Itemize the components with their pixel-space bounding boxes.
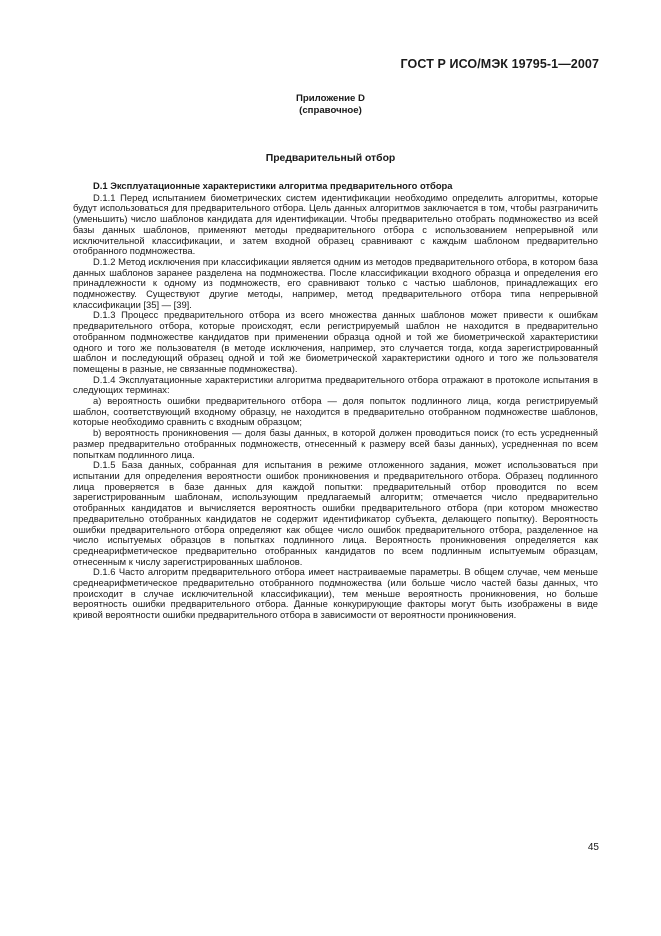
document-standard-header: ГОСТ Р ИСО/МЭК 19795-1—2007 xyxy=(400,57,599,71)
list-item-a: a) вероятность ошибки предварительного отбора — доля попыток подлинного лица, когда регистрируемый шаблон, соответствующий входному образцу, не находится в предварительно отобранном подмножестве шаблонов, которые необходимо сравнить с входным образцом; xyxy=(73,395,598,428)
paragraph-d-1-1: D.1.1 Перед испытанием биометрических систем идентификации необходимо определить алгоритмы, которые будут использоваться для предварительного отбора. Цель данных алгоритмов заключается в том, чтобы разграничить (уменьшить) число шаблонов кандидата для идентификации. Чтобы предварительно отобрать подмножество из всей базы данных шаблонов, применяют методы предварительного отбора с использованием непрерывной или исключительной классификации, и затем входной образец сравнивают с каждым шаблоном предварительно отобранного подмножества. xyxy=(73,191,598,257)
appendix-heading xyxy=(0,93,661,117)
document-body xyxy=(73,181,598,621)
paragraph-d-1-5: D.1.5 База данных, собранная для испытания в режиме отложенного задания, может использоваться при испытании для определения вероятности ошибок проникновения и предварительного отбора. Образец подлинного лица проверяется в базе данных для каждой попытки: предварительный отбор проводится по всем зарегистрированным шаблонам, использующим предлагаемый алгоритм; отмечается число предварительно отобранных кандидатов и вычисляется вероятность ошибки предварительного отбора (при котором множество предварительно отобранных кандидатов не содержит идентификатор субъекта, делающего попытку). Вероятность ошибки предварительного отбора определяют как общее число ошибок предварительного отбора, разделенное на число испытуемых образцов в попытках подлинного лица. Вероятность проникновения определяется как среднеарифметическое предварительно отобранных кандидатов по всем подлинным испытуемым образцам, отнесенным к числу зарегистрированных шаблонов. xyxy=(73,459,598,567)
paragraph-d-1-4: D.1.4 Эксплуатационные характеристики алгоритма предварительного отбора отражают в протоколе испытания в следующих терминах: xyxy=(73,373,598,396)
appendix-title: Приложение D xyxy=(296,93,365,104)
page-number: 45 xyxy=(587,842,599,853)
paragraph-d-1-6: D.1.6 Часто алгоритм предварительного отбора имеет настраиваемые параметры. В общем случае, чем меньше среднеарифметическое предварительно отобранного подмножества (или больше число частей базы данных, что происходит в случае исключительной классификации), тем меньше вероятность проникновения, но больше вероятность ошибки предварительного отбора. Данные конкурирующие факторы могут быть изображены в виде кривой вероятности ошибки предварительного отбора в зависимости от вероятности проникновения. xyxy=(73,566,598,621)
section-title: Предварительный отбор xyxy=(265,153,396,164)
appendix-subtitle: (справочное) xyxy=(299,105,362,116)
paragraph-d-1-2: D.1.2 Метод исключения при классификации является одним из методов предварительного отбора, в котором база данных шаблонов заранее разделена на подмножества. После классификации входного образца и определения его принадлежности к одному из подмножеств, его сравнивают только с частью шаблонов, принадлежащих его подмножеству. Существуют другие методы, например, метод предварительного отбора типа непрерывной классификации [35] — [39]. xyxy=(73,255,598,310)
list-item-b: b) вероятность проникновения — доля базы данных, в которой должен проводиться поиск (то есть усредненный размер предварительно отобранных подмножеств, отнесенный к размеру всей базы данных), усредненная по всем попыткам подлинного лица. xyxy=(73,427,598,460)
paragraph-d-1-3: D.1.3 Процесс предварительного отбора из всего множества данных шаблонов может привести к ошибкам предварительного отбора, которые происходят, если регистрируемый шаблон не находится в предварительно отобранном подмножестве кандидатов при применении образца одной и той же биометрической характеристики одного и того же пользователя (в методе исключения, например, это случается тогда, когда зарегистрированный шаблон и последующий образец одной и той же биометрической характеристики одного и того же пользователя помещены в разные, не связанные подмножества). xyxy=(73,309,598,374)
subsection-title: D.1 Эксплуатационные характеристики алгоритма предварительного отбора xyxy=(93,180,453,191)
